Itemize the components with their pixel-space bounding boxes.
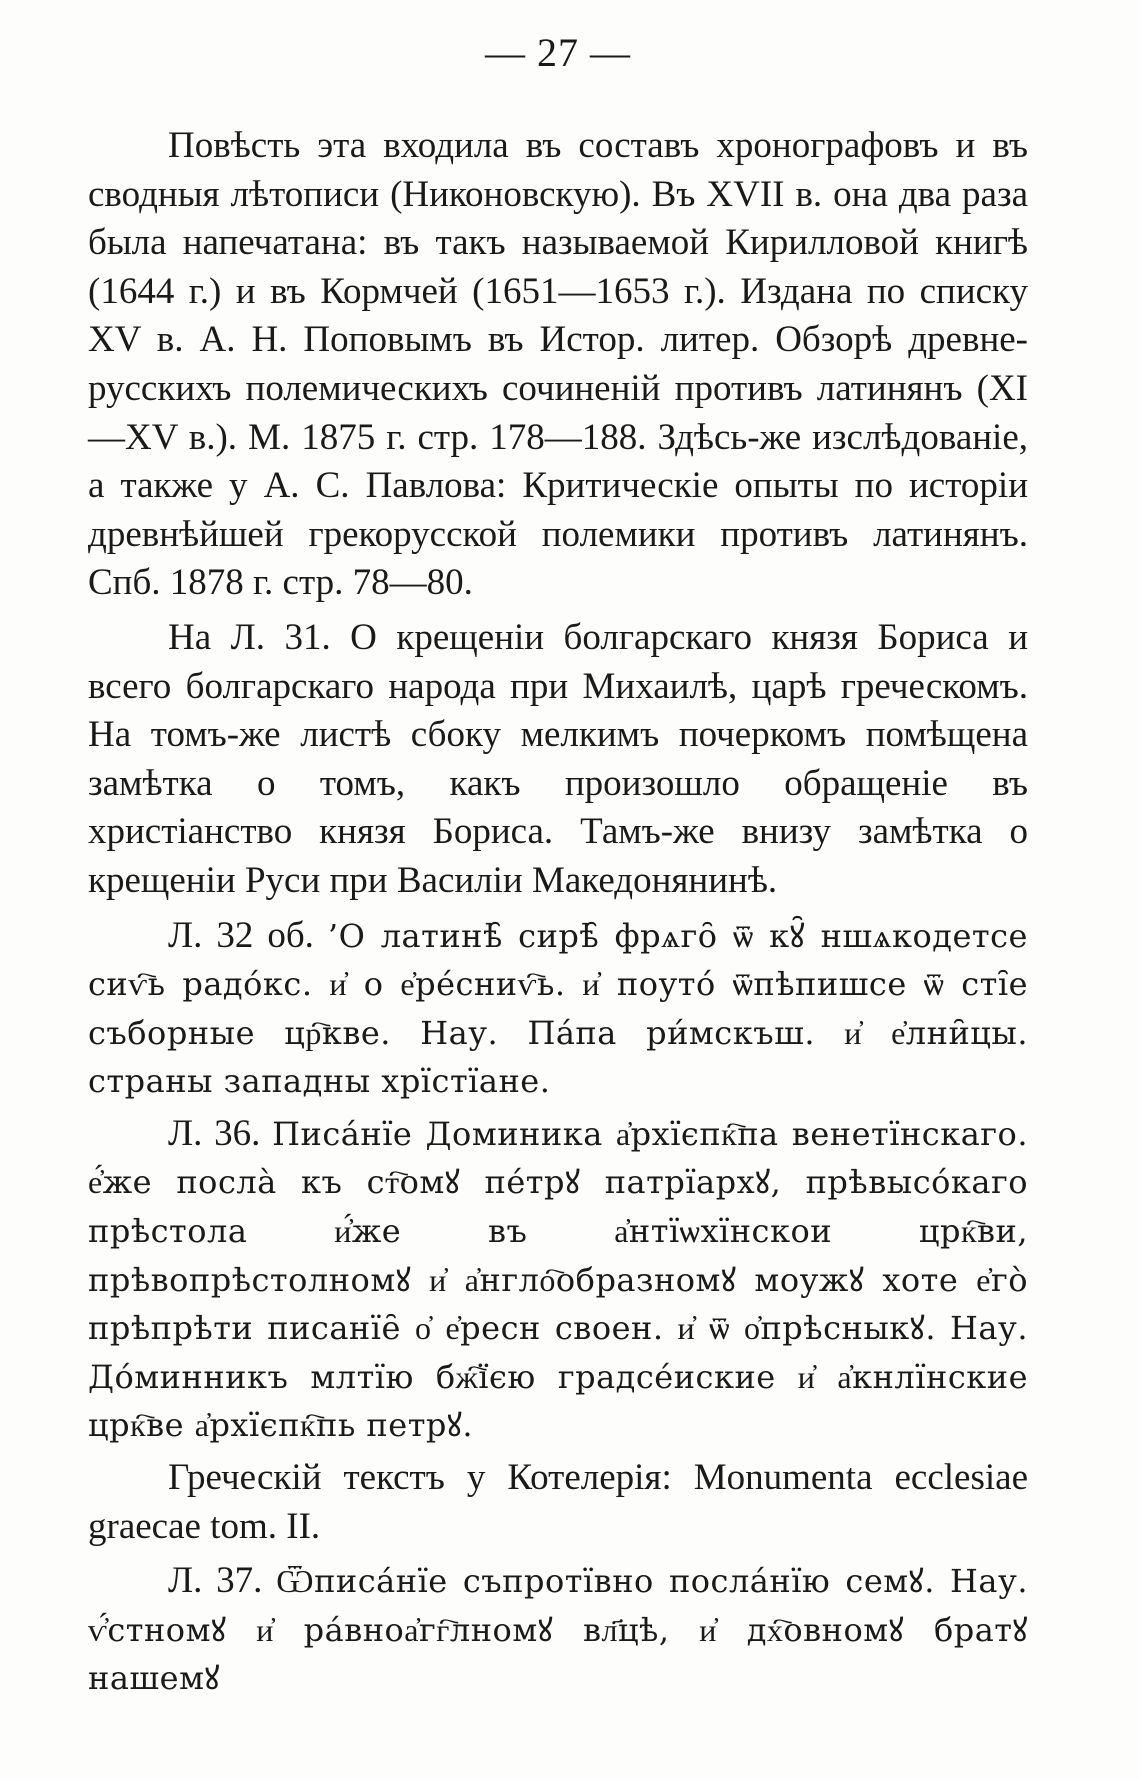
paragraph-povest: Повѣсть эта входила въ составъ хронографовъ и въ сводныя лѣтописи (Никоновскую). Въ XVII в. она два раза была напечатана: въ такъ называемой Кирилловой книгѣ (1644 г.) и въ Кормчей (1651—1653 г.). Издана по списку XV в. А. Н. Поповымъ въ Истор. литер. Обзорѣ древне-русскихъ полемическихъ сочиненій противъ латинянъ (XI—XV в.). М. 1875 г. стр. 178—188. Здѣсь-же изслѣдованіе, а также у А. С. Павлова: Критическіе опыты по исторіи древнѣйшей грекорусской полемики противъ латинянъ. Спб. 1878 г. стр. 78—80. (88, 125, 1028, 604)
paragraph-leaf-36 (88, 1110, 1028, 1450)
paragraph-leaf-32 (88, 912, 1028, 1106)
leaf-reference: Л. 36. (168, 1112, 273, 1154)
church-slavonic-text: ’О латинѣ̑ сирѣ̑ фрѧго̑ ѿ кꙋ̑ ншѧкодетсе сиѵ҇ь радо́кс. и҆ о е҆ре́сниѵ҇ь. и҆ поуто́ ѿпѣпишсе ѿ сті̑е съборные цр҇кве. Нау. Па́па ри́мскъш. и҆ е҆лни̑цы. страны западны хрїстїане. (88, 916, 1028, 1101)
paragraph-leaf-37 (88, 1557, 1028, 1703)
church-slavonic-text: Писа́нїе Доминика а҆рхїєпк҇па венетїнскаго. е҆́же посла̀ къ ст҇омꙋ пе́трꙋ патрїархꙋ, прѣвысо́каго прѣстола и҆́же въ а҆нтїѡхїнскои црк҇ви, прѣвопрѣстолномꙋ и҆ а҆нгло҇образномꙋ моужꙋ хоте е҆го̀ прѣпрѣти писанїе̑ о҆ е҆ресн своен. и҆ ѿ о҆прѣсныкꙋ. Нау. До́минникъ млтїю бж҇їєю градсе́иские и҆ а҆кнлїнские црк҇ве а҆рхїєпк҇пь петрꙋ. (88, 1114, 1028, 1445)
paragraph-greek-text-note: Греческій текстъ у Котелерія: Monumenta ecclesiae graecae tom. II. (88, 1457, 1028, 1547)
page-number: — 27 — (485, 30, 631, 75)
leaf-reference: Л. 32 об. (168, 914, 328, 956)
leaf-reference: Л. 37. (168, 1560, 277, 1602)
paragraph-leaf-31: На Л. 31. О крещеніи болгарскаго князя Бориса и всего болгарскаго народа при Михаилѣ, царѣ греческомъ. На томъ-же листѣ сбоку мелкимъ почеркомъ помѣщена замѣтка о томъ, какъ произошло обращеніе въ христіанство князя Бориса. Тамъ-же внизу замѣтка о крещеніи Руси при Василіи Македонянинѣ. (88, 616, 1028, 901)
document-page (88, 28, 1028, 1709)
church-slavonic-text: Ѿписа́нїе съпротївно посла́нїю семꙋ. Нау. ѵ҆́стномꙋ и҆ ра́вноа҆гг҇лномꙋ вл҃цѣ, и҆ дх҇овномꙋ братꙋ нашемꙋ (88, 1562, 1028, 1698)
